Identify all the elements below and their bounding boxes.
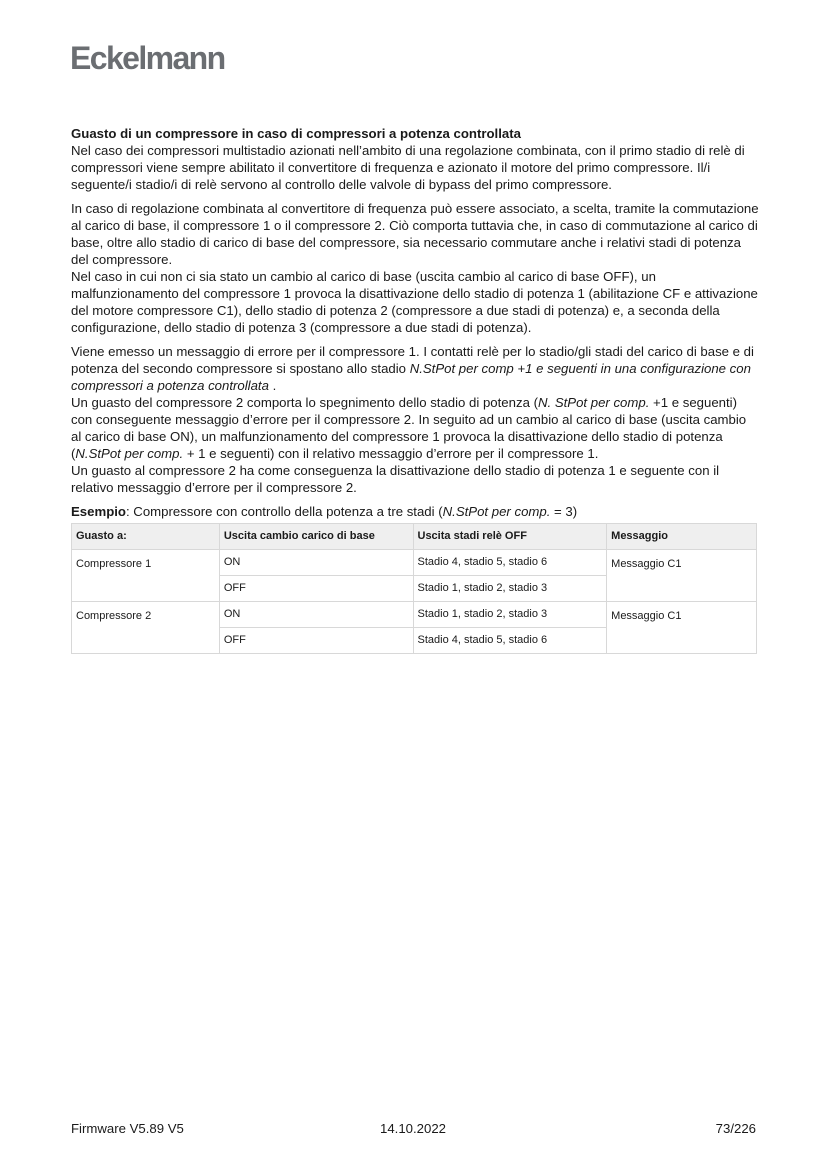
para5-b: +1 e seguenti) con conseguente messaggio d’errore per il compressore 2. In seguito ad un cambio al carico di base (uscita cambio al carico di base ON), un malfunzionamento del compressore 1 provoca la disattivazione dello stadio di potenza (	[71, 395, 747, 461]
company-logo: Eckelmann	[70, 40, 225, 76]
section-heading: Guasto di un compressore in caso di compressori a potenza controllata	[71, 126, 521, 141]
document-body	[71, 125, 759, 654]
intro-paragraph: Nel caso dei compressori multistadio azionati nell’ambito di una regolazione combinata, con il primo stadio di relè di compressori viene sempre abilitato il convertitore di frequenza e azionato il motore del primo compressore. Il/i seguente/i stadio/i di relè servono al controllo delle valvole di bypass del primo compressore.	[71, 143, 745, 192]
fault-cell: Compressore 1	[72, 550, 220, 602]
table-header-row	[72, 524, 757, 550]
example-text-b: = 3)	[550, 504, 578, 519]
fault-table	[71, 523, 757, 654]
col-header-fault: Guasto a:	[72, 524, 220, 550]
para5-c: + 1 e seguenti) con il relativo messaggio d’errore per il compressore 1.	[183, 446, 599, 461]
col-header-output: Uscita cambio carico di base	[219, 524, 413, 550]
footer-firmware: Firmware V5.89 V5	[71, 1121, 184, 1136]
stages-cell: Stadio 4, stadio 5, stadio 6	[413, 550, 607, 576]
footer-date: 14.10.2022	[380, 1121, 447, 1136]
paragraph-error-message	[71, 343, 759, 394]
example-italic: N.StPot per comp.	[442, 504, 551, 519]
output-cell: OFF	[219, 576, 413, 602]
example-label: Esempio	[71, 504, 126, 519]
output-cell: ON	[219, 550, 413, 576]
example-text-a: : Compressore con controllo della potenza a tre stadi (	[125, 504, 443, 519]
output-cell: ON	[219, 602, 413, 628]
fault-cell: Compressore 2	[72, 602, 220, 654]
paragraph-no-switch: Nel caso in cui non ci sia stato un cambio al carico di base (uscita cambio al carico di base OFF), un malfunzionamento del compressore 1 provoca la disattivazione dello stadio di potenza 1 (abilitazione CF e attivazione del motore compressore C1), dello stadio di potenza 2 (compressore a due stadi di potenza) e, a seconda della configurazione, dello stadio di potenza 3 (compressore a due stadi di potenza).	[71, 269, 758, 335]
table-row	[72, 550, 757, 576]
para4-italic: N.StPot per comp +1 e seguenti in una configurazione con compressori a potenza controllata	[71, 361, 751, 393]
para5-a: Un guasto del compressore 2 comporta lo spegnimento dello stadio di potenza (	[71, 395, 538, 410]
paragraph-compressor2-fault	[71, 394, 759, 462]
col-header-stages: Uscita stadi relè OFF	[413, 524, 607, 550]
message-cell: Messaggio C1	[607, 602, 757, 654]
para5-italic-1: N. StPot per comp.	[537, 395, 650, 410]
example-caption	[71, 503, 759, 520]
message-cell: Messaggio C1	[607, 550, 757, 602]
para5-italic-2: N.StPot per comp.	[75, 446, 184, 461]
footer-page-number: 73/226	[715, 1121, 756, 1136]
para4-text: Viene emesso un messaggio di errore per il compressore 1. I contatti relè per lo stadio/gli stadi del carico di base e di potenza del secondo compressore si spostano allo stadio	[71, 344, 754, 376]
para4-end: .	[268, 378, 277, 393]
paragraph-base-load: In caso di regolazione combinata al convertitore di frequenza può essere associato, a scelta, tramite la commutazione al carico di base, il compressore 1 o il compressore 2. Ciò comporta tuttavia che, in caso di commutazione al carico di base, oltre allo stadio di carico di base del compressore, sia necessario commutare anche i relativi stadi di potenza del compressore.	[71, 201, 759, 267]
stages-cell: Stadio 1, stadio 2, stadio 3	[413, 576, 607, 602]
col-header-message: Messaggio	[607, 524, 757, 550]
stages-cell: Stadio 4, stadio 5, stadio 6	[413, 628, 607, 654]
paragraph-compressor2-consequence: Un guasto al compressore 2 ha come conseguenza la disattivazione dello stadio di potenza 1 e seguente con il relativo messaggio d’errore per il compressore 2.	[71, 463, 720, 495]
stages-cell: Stadio 1, stadio 2, stadio 3	[413, 602, 607, 628]
output-cell: OFF	[219, 628, 413, 654]
table-row	[72, 602, 757, 628]
